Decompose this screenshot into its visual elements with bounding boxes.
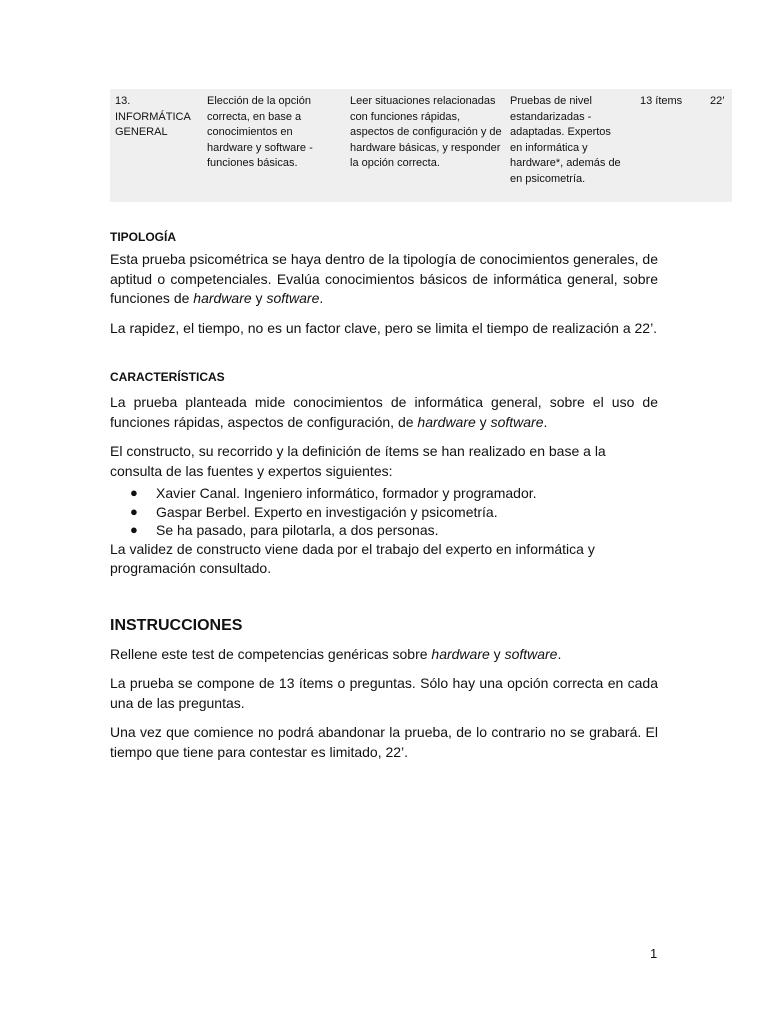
experts-list <box>110 484 658 540</box>
bullet-icon: ● <box>130 485 138 500</box>
document-body <box>110 228 658 762</box>
instrucciones-paragraph-1: Rellene este test de competencias genéricas sobre hardware y software. <box>110 645 562 662</box>
tipologia-paragraph-2: La rapidez, el tiempo, no es un factor clave, pero se limita el tiempo de realización a 22’. <box>110 319 658 336</box>
table-row <box>110 89 732 202</box>
tipologia-paragraph-1: Esta prueba psicométrica se haya dentro de la tipología de conocimientos generales, de aptitud o competenciales. Evalúa conocimientos básicos de informática general, sobre funciones de hardware y software. <box>110 251 658 306</box>
instrucciones-paragraph-3: Una vez que comience no podrá abandonar la prueba, de lo contrario no se grabará. El tiempo que tiene para contestar es limitado, 22’. <box>110 724 658 760</box>
table-cell-task: Elección de la opción correcta, en base a conocimientos en hardware y software - funciones básicas. <box>207 95 313 170</box>
caracteristicas-paragraph-1: La prueba planteada mide conocimientos de informática general, sobre el uso de funciones rápidas, aspectos de configuración, de hardware y software. <box>110 394 658 430</box>
table-cell-time: 22’ <box>710 95 725 107</box>
caracteristicas-paragraph-2: El constructo, su recorrido y la definición de ítems se han realizado en base a la consulta de las fuentes y expertos siguientes: <box>110 443 606 479</box>
table-cell-description: Leer situaciones relacionadas con funciones rápidas, aspectos de configuración y de hardware básicas, y responder la opción correcta. <box>350 95 502 170</box>
heading-tipologia: TIPOLOGÍA <box>110 230 176 244</box>
list-item: ● Xavier Canal. Ingeniero informático, formador y programador. <box>130 485 537 501</box>
page-number: 1 <box>650 946 658 961</box>
table-cell-area: 13. INFORMÁTICA GENERAL <box>115 95 191 139</box>
list-item: ● Gaspar Berbel. Experto en investigación y psicometría. <box>130 503 498 520</box>
caracteristicas-paragraph-3: La validez de constructo viene dada por el trabajo del experto en informática y programación consultado. <box>110 540 595 576</box>
table-cell-items: 13 ítems <box>640 95 683 107</box>
list-item: ● Se ha pasado, para pilotarla, a dos personas. <box>130 522 439 538</box>
bullet-icon: ● <box>130 522 138 537</box>
table-cell-test-type: Pruebas de nivel estandarizadas - adaptadas. Expertos en informática y hardware*, además de en psicometría. <box>510 95 621 185</box>
heading-caracteristicas: CARACTERÍSTICAS <box>110 370 225 384</box>
instrucciones-paragraph-2: La prueba se compone de 13 ítems o preguntas. Sólo hay una opción correcta en cada una de las preguntas. <box>110 675 658 711</box>
bullet-icon: ● <box>130 503 138 519</box>
heading-instrucciones: INSTRUCCIONES <box>110 616 243 634</box>
